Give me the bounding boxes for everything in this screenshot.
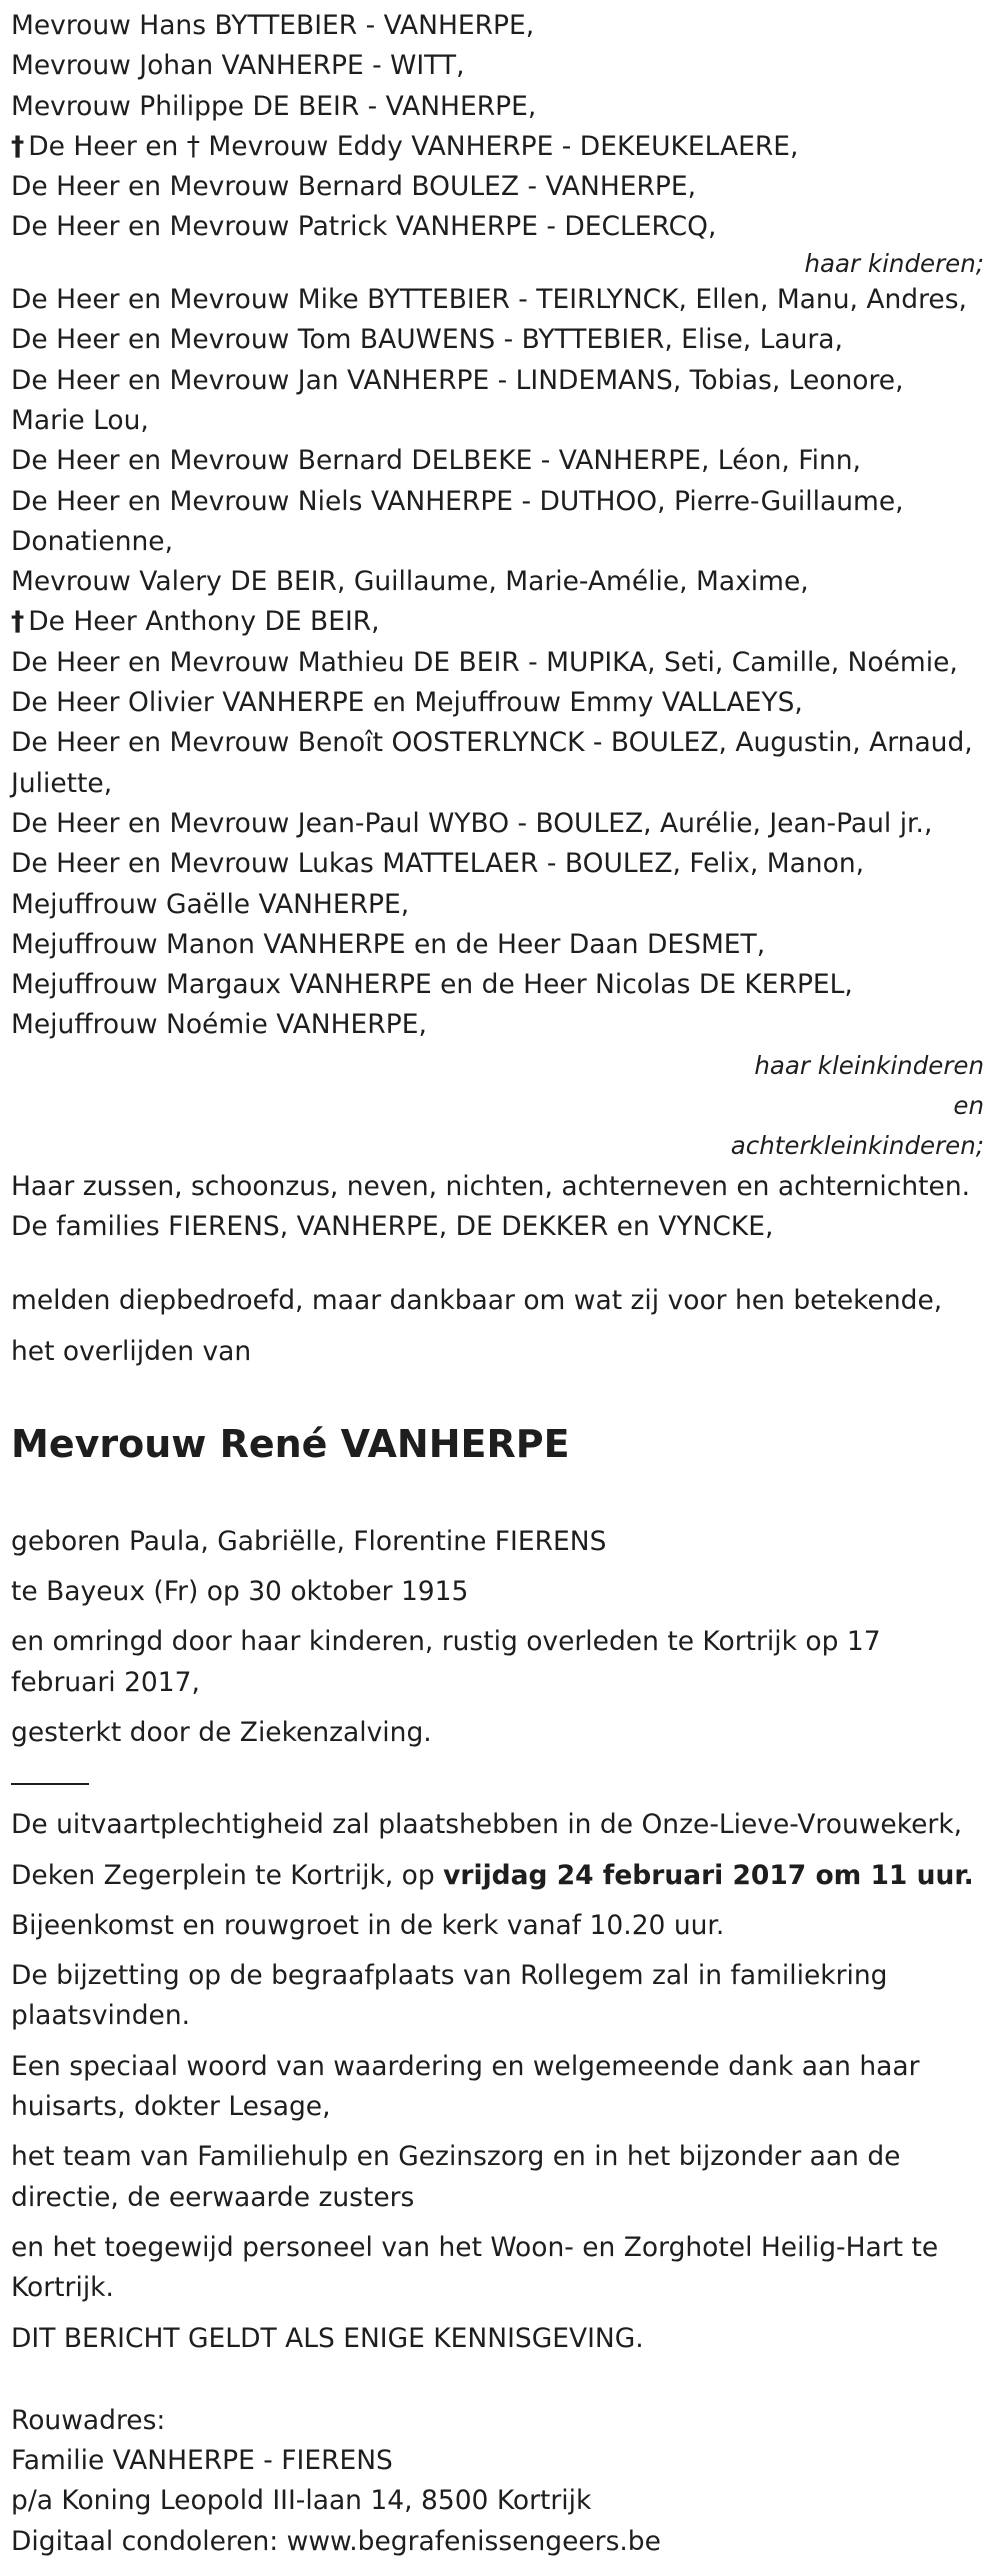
funeral-line: De bijzetting op de begraafplaats van Rollegem zal in familiekring plaatsvinden. (11, 1960, 888, 2032)
grandchildren-label-line: achterkleinkinderen; (730, 1131, 984, 1161)
children-label: haar kinderen; (804, 248, 984, 278)
grandchildren-label-line: haar kleinkinderen (754, 1050, 984, 1080)
deceased-name: Mevrouw René VANHERPE (11, 1421, 570, 1466)
family-member-line: Mejuffrouw Noémie VANHERPE, (11, 1009, 427, 1041)
family-member-line: † De Heer en † Mevrouw Eddy VANHERPE - DEKEUKELAERE, (11, 130, 799, 162)
announcement (11, 1281, 984, 1372)
funeral-line: het team van Familiehulp en Gezinszorg en in het bijzonder aan de directie, de eerwaarde zusters (11, 2141, 901, 2213)
mourning-address (11, 2401, 984, 2562)
address-street: p/a Koning Leopold III-laan 14, 8500 Kortrijk (11, 2485, 592, 2517)
funeral-date: vrijdag 24 februari 2017 om 11 uur. (443, 1859, 974, 1891)
address-family: Familie VANHERPE - FIERENS (11, 2445, 393, 2477)
announcement-line: het overlijden van (11, 1335, 252, 1367)
family-member-line: De Heer Olivier VANHERPE en Mejuffrouw Emmy VALLAEYS, (11, 687, 803, 719)
address-heading: Rouwadres: (11, 2404, 166, 2436)
birth-detail-line: gesterkt door de Ziekenzalving. (11, 1716, 432, 1748)
family-member-line: De Heer en Mevrouw Benoît OOSTERLYNCK - BOULEZ, Augustin, Arnaud, Juliette, (11, 727, 973, 799)
family-member-line: † De Heer Anthony DE BEIR, (11, 606, 380, 638)
funeral-notice: DIT BERICHT GELDT ALS ENIGE KENNISGEVING. (11, 2322, 644, 2354)
announcement-line: melden diepbedroefd, maar dankbaar om wat zij voor hen betekende, (11, 1285, 943, 1317)
funeral-line: Bijeenkomst en rouwgroet in de kerk vanaf 10.20 uur. (11, 1909, 725, 1941)
birth-detail-line: te Bayeux (Fr) op 30 oktober 1915 (11, 1576, 469, 1608)
family-member-line: Mejuffrouw Manon VANHERPE en de Heer Daan DESMET, (11, 928, 766, 960)
family-member-line: Mevrouw Valery DE BEIR, Guillaume, Marie-Amélie, Maxime, (11, 566, 809, 598)
deceased-cross-icon: † (11, 130, 25, 162)
relatives-line: Haar zussen, schoonzus, neven, nichten, achterneven en achternichten. (11, 1170, 971, 1202)
family-member-line: Mevrouw Hans BYTTEBIER - VANHERPE, (11, 10, 535, 41)
family-member-line: Mevrouw Philippe DE BEIR - VANHERPE, (11, 90, 537, 122)
relatives-line: De families FIERENS, VANHERPE, DE DEKKER en VYNCKE, (11, 1210, 774, 1242)
grandchildren-label (11, 1046, 984, 1167)
family-member-line: Mejuffrouw Gaëlle VANHERPE, (11, 888, 410, 920)
children-list (11, 6, 984, 248)
deceased-cross-icon: † (11, 606, 25, 638)
funeral-details (11, 1805, 984, 2359)
birth-detail-line: geboren Paula, Gabriëlle, Florentine FIERENS (11, 1525, 607, 1557)
funeral-date-line: Deken Zegerplein te Kortrijk, op vrijdag 24 februari 2017 om 11 uur. (11, 1859, 974, 1891)
family-member-line: De Heer en Mevrouw Lukas MATTELAER - BOULEZ, Felix, Manon, (11, 848, 865, 880)
family-member-line: Mejuffrouw Margaux VANHERPE en de Heer Nicolas DE KERPEL, (11, 969, 853, 1001)
family-member-line: De Heer en Mevrouw Patrick VANHERPE - DECLERCQ, (11, 211, 717, 243)
grandchildren-label-line: en (953, 1091, 984, 1121)
birth-details (11, 1522, 984, 1753)
family-member-line: De Heer en Mevrouw Tom BAUWENS - BYTTEBIER, Elise, Laura, (11, 324, 843, 356)
family-member-line: De Heer en Mevrouw Bernard BOULEZ - VANHERPE, (11, 171, 697, 203)
family-member-line: Mevrouw Johan VANHERPE - WITT, (11, 50, 465, 82)
family-member-line: De Heer en Mevrouw Jan VANHERPE - LINDEMANS, Tobias, Leonore, Marie Lou, (11, 364, 904, 436)
family-member-line: De Heer en Mevrouw Niels VANHERPE - DUTHOO, Pierre-Guillaume, Donatienne, (11, 485, 904, 557)
family-member-line: De Heer en Mevrouw Mathieu DE BEIR - MUPIKA, Seti, Camille, Noémie, (11, 646, 958, 678)
funeral-line: Een speciaal woord van waardering en welgemeende dank aan haar huisarts, dokter Lesage, (11, 2050, 920, 2123)
divider (11, 1783, 89, 1785)
funeral-line: De uitvaartplechtigheid zal plaatshebben in de Onze-Lieve-Vrouwekerk, (11, 1809, 963, 1841)
relatives-list (11, 1167, 984, 1248)
online-condolence: Digitaal condoleren: www.begrafenissengeers.be (11, 2525, 661, 2557)
grandchildren-list (11, 280, 984, 1046)
family-member-line: De Heer en Mevrouw Mike BYTTEBIER - TEIRLYNCK, Ellen, Manu, Andres, (11, 284, 967, 316)
family-member-line: De Heer en Mevrouw Jean-Paul WYBO - BOULEZ, Aurélie, Jean-Paul jr., (11, 807, 933, 839)
birth-detail-line: en omringd door haar kinderen, rustig overleden te Kortrijk op 17 februari 2017, (11, 1626, 881, 1698)
funeral-line: en het toegewijd personeel van het Woon- en Zorghotel Heilig-Hart te Kortrijk. (11, 2231, 939, 2304)
family-member-line: De Heer en Mevrouw Bernard DELBEKE - VANHERPE, Léon, Finn, (11, 445, 861, 477)
